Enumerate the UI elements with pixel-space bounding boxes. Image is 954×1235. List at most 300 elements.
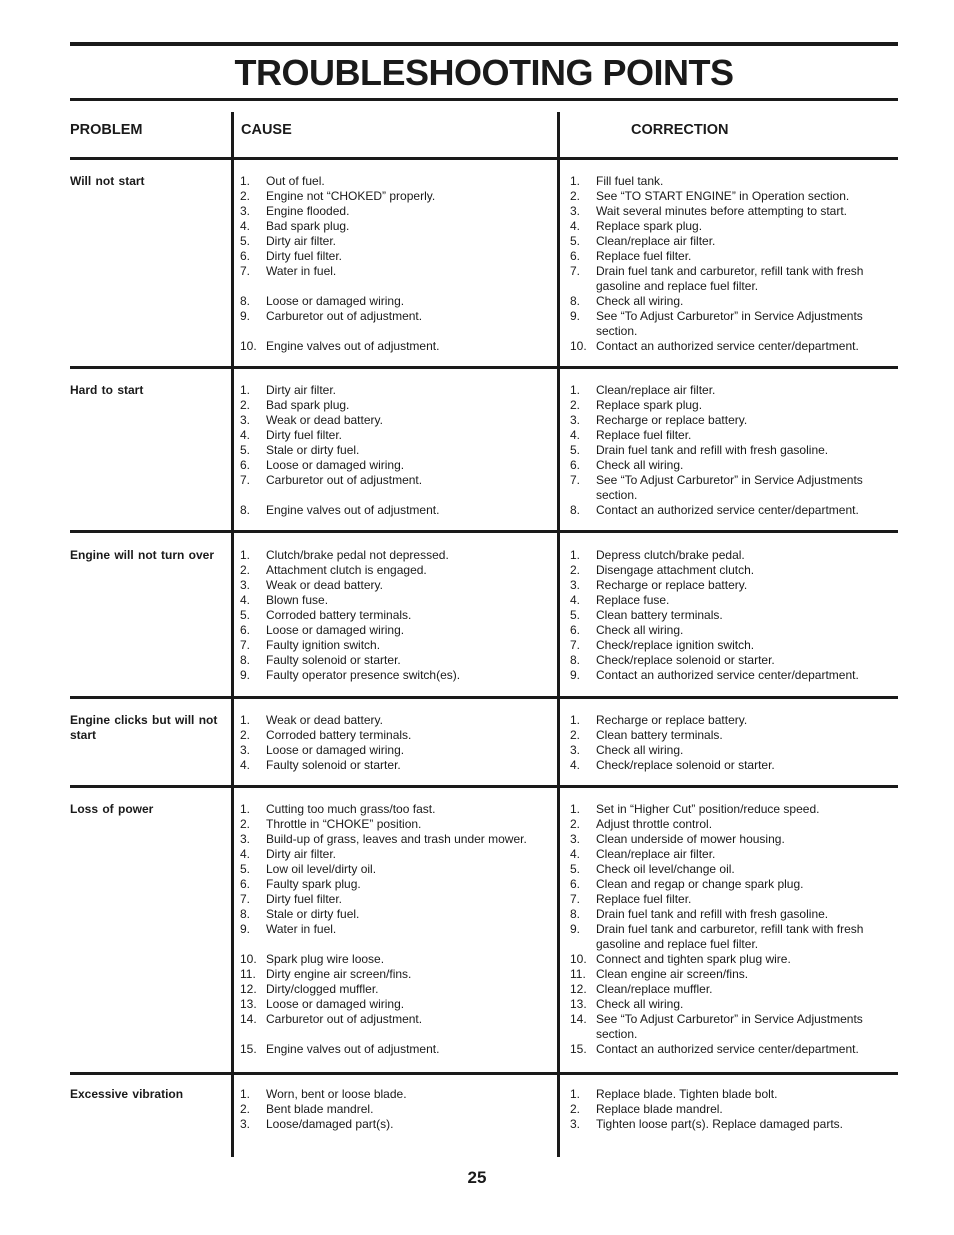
item-text: Faulty solenoid or starter. bbox=[266, 758, 401, 772]
item-text: Spark plug wire loose. bbox=[266, 952, 385, 966]
list-item bbox=[240, 967, 552, 982]
list-item bbox=[570, 982, 888, 997]
item-text: Dirty/clogged muffler. bbox=[266, 982, 379, 996]
list-item bbox=[240, 1087, 552, 1102]
item-number: 9. bbox=[240, 309, 251, 323]
item-text: Water in fuel. bbox=[266, 264, 337, 278]
item-number: 2. bbox=[240, 1102, 251, 1116]
item-text: Tighten loose part(s). Replace damaged parts. bbox=[596, 1117, 844, 1131]
header-cause: CAUSE bbox=[241, 122, 292, 138]
item-text: Clean engine air screen/fins. bbox=[596, 967, 749, 981]
item-number: 7. bbox=[570, 473, 581, 487]
item-number: 4. bbox=[570, 847, 581, 861]
item-number: 9. bbox=[570, 309, 581, 323]
list-item bbox=[240, 1102, 552, 1117]
cause-list bbox=[240, 1087, 552, 1132]
item-text: Replace blade. Tighten blade bolt. bbox=[596, 1087, 778, 1101]
item-text: Dirty fuel filter. bbox=[266, 892, 343, 906]
list-item bbox=[570, 578, 888, 593]
divider-problem-cause bbox=[231, 112, 234, 1157]
item-text: Replace fuel filter. bbox=[596, 428, 692, 442]
list-item bbox=[240, 952, 552, 967]
item-number: 6. bbox=[570, 458, 581, 472]
item-number: 9. bbox=[240, 668, 251, 682]
list-item bbox=[570, 802, 888, 817]
list-item bbox=[570, 219, 888, 234]
list-item bbox=[240, 922, 552, 937]
list-item bbox=[240, 234, 552, 249]
list-item bbox=[240, 204, 552, 219]
item-text: Contact an authorized service center/department. bbox=[596, 339, 859, 353]
item-number: 2. bbox=[240, 728, 251, 742]
list-item bbox=[240, 1012, 552, 1027]
item-text: Water in fuel. bbox=[266, 922, 337, 936]
item-text: Clean underside of mower housing. bbox=[596, 832, 785, 846]
list-item bbox=[570, 847, 888, 862]
item-number: 15. bbox=[240, 1042, 257, 1056]
item-text: Engine not “CHOKED” properly. bbox=[266, 189, 436, 203]
item-text: Drain fuel tank and refill with fresh gasoline. bbox=[596, 907, 829, 921]
item-text: Engine valves out of adjustment. bbox=[266, 339, 440, 353]
correction-list bbox=[570, 713, 888, 773]
item-text: Recharge or replace battery. bbox=[596, 578, 748, 592]
list-item bbox=[570, 339, 888, 354]
item-text: Replace fuel filter. bbox=[596, 892, 692, 906]
list-item bbox=[570, 1087, 888, 1102]
item-number: 5. bbox=[240, 862, 251, 876]
item-text: Loose or damaged wiring. bbox=[266, 294, 405, 308]
list-item bbox=[570, 952, 888, 967]
item-number: 2. bbox=[240, 817, 251, 831]
item-number: 6. bbox=[570, 249, 581, 263]
item-text: Wait several minutes before attempting to start. bbox=[596, 204, 847, 218]
item-number: 4. bbox=[240, 428, 251, 442]
list-item bbox=[570, 713, 888, 728]
list-item bbox=[240, 892, 552, 907]
item-text: Faulty solenoid or starter. bbox=[266, 653, 401, 667]
list-item bbox=[570, 817, 888, 832]
list-item bbox=[240, 817, 552, 832]
cause-list bbox=[240, 174, 552, 354]
item-text: Check all wiring. bbox=[596, 997, 684, 1011]
item-number: 2. bbox=[570, 728, 581, 742]
item-number: 3. bbox=[570, 204, 581, 218]
list-item bbox=[240, 189, 552, 204]
list-item bbox=[240, 458, 552, 473]
item-number: 10. bbox=[570, 952, 587, 966]
item-number: 10. bbox=[570, 339, 587, 353]
item-text: Corroded battery terminals. bbox=[266, 608, 412, 622]
item-text: Clean battery terminals. bbox=[596, 728, 723, 742]
header-problem: PROBLEM bbox=[70, 122, 143, 138]
section-rule bbox=[70, 530, 898, 533]
item-number: 10. bbox=[240, 952, 257, 966]
list-item bbox=[240, 428, 552, 443]
item-text: Weak or dead battery. bbox=[266, 713, 383, 727]
correction-list bbox=[570, 802, 888, 1057]
title-rule bbox=[70, 98, 898, 101]
list-item bbox=[240, 398, 552, 413]
item-text: Worn, bent or loose blade. bbox=[266, 1087, 407, 1101]
item-text: Weak or dead battery. bbox=[266, 578, 383, 592]
list-item bbox=[240, 862, 552, 877]
item-number: 2. bbox=[240, 398, 251, 412]
item-text: Clean/replace air filter. bbox=[596, 234, 716, 248]
list-item bbox=[240, 728, 552, 743]
item-number: 2. bbox=[570, 817, 581, 831]
item-number: 8. bbox=[570, 503, 581, 517]
list-item bbox=[240, 832, 552, 847]
list-item bbox=[240, 548, 552, 563]
item-text: Check all wiring. bbox=[596, 743, 684, 757]
list-item bbox=[240, 982, 552, 997]
item-text: Contact an authorized service center/department. bbox=[596, 668, 859, 682]
list-item bbox=[570, 383, 888, 398]
list-item bbox=[570, 832, 888, 847]
correction-list bbox=[570, 1087, 888, 1132]
item-number: 11. bbox=[240, 967, 256, 981]
list-item bbox=[570, 548, 888, 563]
list-item bbox=[570, 1012, 888, 1042]
item-number: 8. bbox=[570, 294, 581, 308]
item-number: 7. bbox=[240, 264, 251, 278]
list-item bbox=[570, 1102, 888, 1117]
item-text: Weak or dead battery. bbox=[266, 413, 383, 427]
item-number: 4. bbox=[570, 758, 581, 772]
item-text: Drain fuel tank and refill with fresh gasoline. bbox=[596, 443, 829, 457]
list-item bbox=[570, 892, 888, 907]
cause-list bbox=[240, 802, 552, 1057]
item-text: Drain fuel tank and carburetor, refill tank with fresh gasoline and replace fuel filter. bbox=[596, 264, 864, 293]
item-number: 1. bbox=[240, 383, 251, 397]
item-number: 1. bbox=[570, 713, 581, 727]
list-spacer bbox=[240, 1027, 552, 1042]
item-number: 6. bbox=[240, 458, 251, 472]
problem-label: Will not start bbox=[70, 174, 145, 188]
top-rule bbox=[70, 42, 898, 46]
item-number: 3. bbox=[570, 413, 581, 427]
item-number: 6. bbox=[570, 623, 581, 637]
item-text: Check oil level/change oil. bbox=[596, 862, 735, 876]
list-item bbox=[570, 967, 888, 982]
list-item bbox=[240, 907, 552, 922]
item-number: 1. bbox=[570, 174, 581, 188]
item-text: Engine valves out of adjustment. bbox=[266, 503, 440, 517]
item-number: 2. bbox=[570, 189, 581, 203]
list-item bbox=[240, 638, 552, 653]
list-item bbox=[240, 443, 552, 458]
list-item bbox=[570, 922, 888, 952]
item-number: 5. bbox=[570, 862, 581, 876]
item-number: 7. bbox=[240, 892, 251, 906]
item-number: 5. bbox=[240, 608, 251, 622]
item-text: Stale or dirty fuel. bbox=[266, 907, 360, 921]
header-correction: CORRECTION bbox=[631, 122, 729, 138]
item-number: 1. bbox=[570, 548, 581, 562]
list-item bbox=[570, 563, 888, 578]
page-title: TROUBLESHOOTING POINTS bbox=[234, 52, 734, 93]
item-number: 5. bbox=[240, 234, 251, 248]
item-text: Bent blade mandrel. bbox=[266, 1102, 374, 1116]
divider-cause-correction bbox=[557, 112, 560, 1157]
list-item bbox=[570, 264, 888, 294]
page-number: 25 bbox=[467, 1168, 487, 1187]
item-text: Blown fuse. bbox=[266, 593, 329, 607]
item-text: See “To Adjust Carburetor” in Service Adjustments section. bbox=[596, 473, 863, 502]
list-item bbox=[570, 728, 888, 743]
item-number: 3. bbox=[240, 1117, 251, 1131]
item-text: Corroded battery terminals. bbox=[266, 728, 412, 742]
item-number: 7. bbox=[570, 264, 581, 278]
item-text: Check all wiring. bbox=[596, 294, 684, 308]
list-item bbox=[240, 294, 552, 309]
section-rule bbox=[70, 696, 898, 699]
item-number: 7. bbox=[570, 892, 581, 906]
list-item bbox=[240, 473, 552, 488]
item-number: 8. bbox=[570, 653, 581, 667]
item-text: Check all wiring. bbox=[596, 623, 684, 637]
item-text: Carburetor out of adjustment. bbox=[266, 309, 423, 323]
item-number: 6. bbox=[240, 877, 251, 891]
item-number: 3. bbox=[240, 204, 251, 218]
item-text: Set in “Higher Cut” position/reduce speed. bbox=[596, 802, 820, 816]
list-spacer bbox=[240, 279, 552, 294]
correction-list bbox=[570, 383, 888, 518]
list-item bbox=[570, 309, 888, 339]
item-number: 8. bbox=[240, 653, 251, 667]
item-text: Dirty air filter. bbox=[266, 234, 337, 248]
item-number: 3. bbox=[570, 743, 581, 757]
list-item bbox=[570, 862, 888, 877]
cause-list bbox=[240, 383, 552, 518]
item-number: 13. bbox=[570, 997, 587, 1011]
list-item bbox=[240, 264, 552, 279]
item-text: Clean and regap or change spark plug. bbox=[596, 877, 804, 891]
list-item bbox=[570, 413, 888, 428]
item-text: Adjust throttle control. bbox=[596, 817, 713, 831]
item-number: 1. bbox=[240, 802, 251, 816]
item-number: 9. bbox=[570, 922, 581, 936]
list-item bbox=[570, 907, 888, 922]
item-number: 15. bbox=[570, 1042, 587, 1056]
item-number: 14. bbox=[570, 1012, 587, 1026]
item-text: Replace fuel filter. bbox=[596, 249, 692, 263]
item-text: Clean/replace air filter. bbox=[596, 847, 716, 861]
list-item bbox=[570, 443, 888, 458]
list-item bbox=[570, 1042, 888, 1057]
item-number: 3. bbox=[240, 413, 251, 427]
list-item bbox=[240, 668, 552, 683]
item-number: 11. bbox=[570, 967, 586, 981]
item-number: 5. bbox=[240, 443, 251, 457]
list-item bbox=[240, 563, 552, 578]
list-item bbox=[570, 234, 888, 249]
list-item bbox=[240, 758, 552, 773]
item-text: See “To Adjust Carburetor” in Service Adjustments section. bbox=[596, 1012, 863, 1041]
item-number: 7. bbox=[570, 638, 581, 652]
list-item bbox=[570, 638, 888, 653]
item-text: Throttle in “CHOKE” position. bbox=[266, 817, 422, 831]
item-text: See “To Adjust Carburetor” in Service Adjustments section. bbox=[596, 309, 863, 338]
list-item bbox=[240, 847, 552, 862]
item-number: 1. bbox=[570, 383, 581, 397]
list-item bbox=[240, 578, 552, 593]
item-text: Faulty operator presence switch(es). bbox=[266, 668, 461, 682]
list-item bbox=[240, 1042, 552, 1057]
list-item bbox=[570, 398, 888, 413]
item-text: Dirty engine air screen/fins. bbox=[266, 967, 412, 981]
item-text: Loose or damaged wiring. bbox=[266, 458, 405, 472]
item-number: 3. bbox=[240, 578, 251, 592]
item-number: 1. bbox=[240, 174, 251, 188]
item-text: Faulty spark plug. bbox=[266, 877, 361, 891]
item-number: 8. bbox=[240, 907, 251, 921]
list-item bbox=[570, 294, 888, 309]
item-number: 4. bbox=[570, 593, 581, 607]
item-number: 7. bbox=[240, 638, 251, 652]
item-number: 4. bbox=[570, 219, 581, 233]
item-number: 8. bbox=[570, 907, 581, 921]
item-text: Low oil level/dirty oil. bbox=[266, 862, 377, 876]
item-text: Recharge or replace battery. bbox=[596, 413, 748, 427]
list-item bbox=[570, 877, 888, 892]
section-rule bbox=[70, 785, 898, 788]
cause-list bbox=[240, 713, 552, 773]
list-item bbox=[240, 249, 552, 264]
item-text: Disengage attachment clutch. bbox=[596, 563, 755, 577]
item-text: Engine valves out of adjustment. bbox=[266, 1042, 440, 1056]
item-number: 6. bbox=[570, 877, 581, 891]
item-text: Faulty ignition switch. bbox=[266, 638, 381, 652]
item-text: Contact an authorized service center/department. bbox=[596, 1042, 859, 1056]
list-item bbox=[570, 249, 888, 264]
list-item bbox=[570, 189, 888, 204]
list-item bbox=[570, 668, 888, 683]
list-item bbox=[240, 802, 552, 817]
item-number: 3. bbox=[570, 1117, 581, 1131]
item-number: 9. bbox=[570, 668, 581, 682]
list-spacer bbox=[240, 324, 552, 339]
item-number: 2. bbox=[570, 1102, 581, 1116]
list-item bbox=[570, 997, 888, 1012]
list-item bbox=[570, 428, 888, 443]
item-text: Contact an authorized service center/department. bbox=[596, 503, 859, 517]
item-text: Check all wiring. bbox=[596, 458, 684, 472]
item-number: 4. bbox=[570, 428, 581, 442]
item-number: 3. bbox=[570, 832, 581, 846]
item-number: 6. bbox=[240, 623, 251, 637]
item-text: Dirty air filter. bbox=[266, 383, 337, 397]
item-text: Stale or dirty fuel. bbox=[266, 443, 360, 457]
item-text: Engine flooded. bbox=[266, 204, 350, 218]
list-item bbox=[570, 608, 888, 623]
item-number: 2. bbox=[240, 563, 251, 577]
item-number: 4. bbox=[240, 219, 251, 233]
list-item bbox=[240, 219, 552, 234]
item-text: Connect and tighten spark plug wire. bbox=[596, 952, 791, 966]
cause-list bbox=[240, 548, 552, 683]
list-item bbox=[240, 997, 552, 1012]
list-item bbox=[570, 623, 888, 638]
item-number: 6. bbox=[240, 249, 251, 263]
item-text: Dirty fuel filter. bbox=[266, 428, 343, 442]
list-item bbox=[240, 413, 552, 428]
item-text: Bad spark plug. bbox=[266, 219, 350, 233]
item-text: Check/replace solenoid or starter. bbox=[596, 758, 775, 772]
item-text: Clutch/brake pedal not depressed. bbox=[266, 548, 449, 562]
item-number: 5. bbox=[570, 608, 581, 622]
section-rule bbox=[70, 366, 898, 369]
item-text: Loose/damaged part(s). bbox=[266, 1117, 394, 1131]
item-text: Carburetor out of adjustment. bbox=[266, 1012, 423, 1026]
item-number: 8. bbox=[240, 503, 251, 517]
list-item bbox=[570, 473, 888, 503]
item-text: Loose or damaged wiring. bbox=[266, 743, 405, 757]
list-item bbox=[240, 713, 552, 728]
item-number: 8. bbox=[240, 294, 251, 308]
list-item bbox=[570, 653, 888, 668]
item-text: See “TO START ENGINE” in Operation section. bbox=[596, 189, 850, 203]
item-text: Clean/replace muffler. bbox=[596, 982, 713, 996]
list-item bbox=[240, 174, 552, 189]
list-item bbox=[570, 1117, 888, 1132]
item-number: 2. bbox=[570, 398, 581, 412]
list-item bbox=[240, 877, 552, 892]
list-item bbox=[240, 608, 552, 623]
item-number: 1. bbox=[570, 1087, 581, 1101]
item-text: Attachment clutch is engaged. bbox=[266, 563, 427, 577]
item-number: 12. bbox=[570, 982, 587, 996]
item-text: Dirty air filter. bbox=[266, 847, 337, 861]
item-text: Replace spark plug. bbox=[596, 219, 703, 233]
list-item bbox=[570, 593, 888, 608]
problem-label: Hard to start bbox=[70, 383, 144, 397]
correction-list bbox=[570, 548, 888, 683]
item-number: 10. bbox=[240, 339, 257, 353]
list-item bbox=[240, 1117, 552, 1132]
list-item bbox=[240, 593, 552, 608]
item-number: 4. bbox=[240, 593, 251, 607]
problem-label: Loss of power bbox=[70, 802, 154, 816]
item-number: 3. bbox=[570, 578, 581, 592]
list-item bbox=[240, 383, 552, 398]
item-text: Replace fuse. bbox=[596, 593, 670, 607]
item-text: Clean battery terminals. bbox=[596, 608, 723, 622]
list-spacer bbox=[240, 937, 552, 952]
item-number: 1. bbox=[240, 713, 251, 727]
list-item bbox=[570, 458, 888, 473]
item-number: 5. bbox=[570, 234, 581, 248]
item-text: Loose or damaged wiring. bbox=[266, 997, 405, 1011]
list-item bbox=[570, 174, 888, 189]
item-number: 5. bbox=[570, 443, 581, 457]
list-item bbox=[240, 309, 552, 324]
item-number: 1. bbox=[240, 548, 251, 562]
item-text: Loose or damaged wiring. bbox=[266, 623, 405, 637]
list-item bbox=[570, 743, 888, 758]
problem-label: Engine will not turn over bbox=[70, 548, 215, 562]
problem-label: Engine clicks but will not start bbox=[70, 713, 218, 742]
item-text: Drain fuel tank and carburetor, refill tank with fresh gasoline and replace fuel filter. bbox=[596, 922, 864, 951]
item-text: Check/replace solenoid or starter. bbox=[596, 653, 775, 667]
correction-list bbox=[570, 174, 888, 354]
item-text: Clean/replace air filter. bbox=[596, 383, 716, 397]
item-text: Bad spark plug. bbox=[266, 398, 350, 412]
item-text: Out of fuel. bbox=[266, 174, 325, 188]
item-text: Replace blade mandrel. bbox=[596, 1102, 723, 1116]
item-number: 2. bbox=[240, 189, 251, 203]
item-text: Carburetor out of adjustment. bbox=[266, 473, 423, 487]
